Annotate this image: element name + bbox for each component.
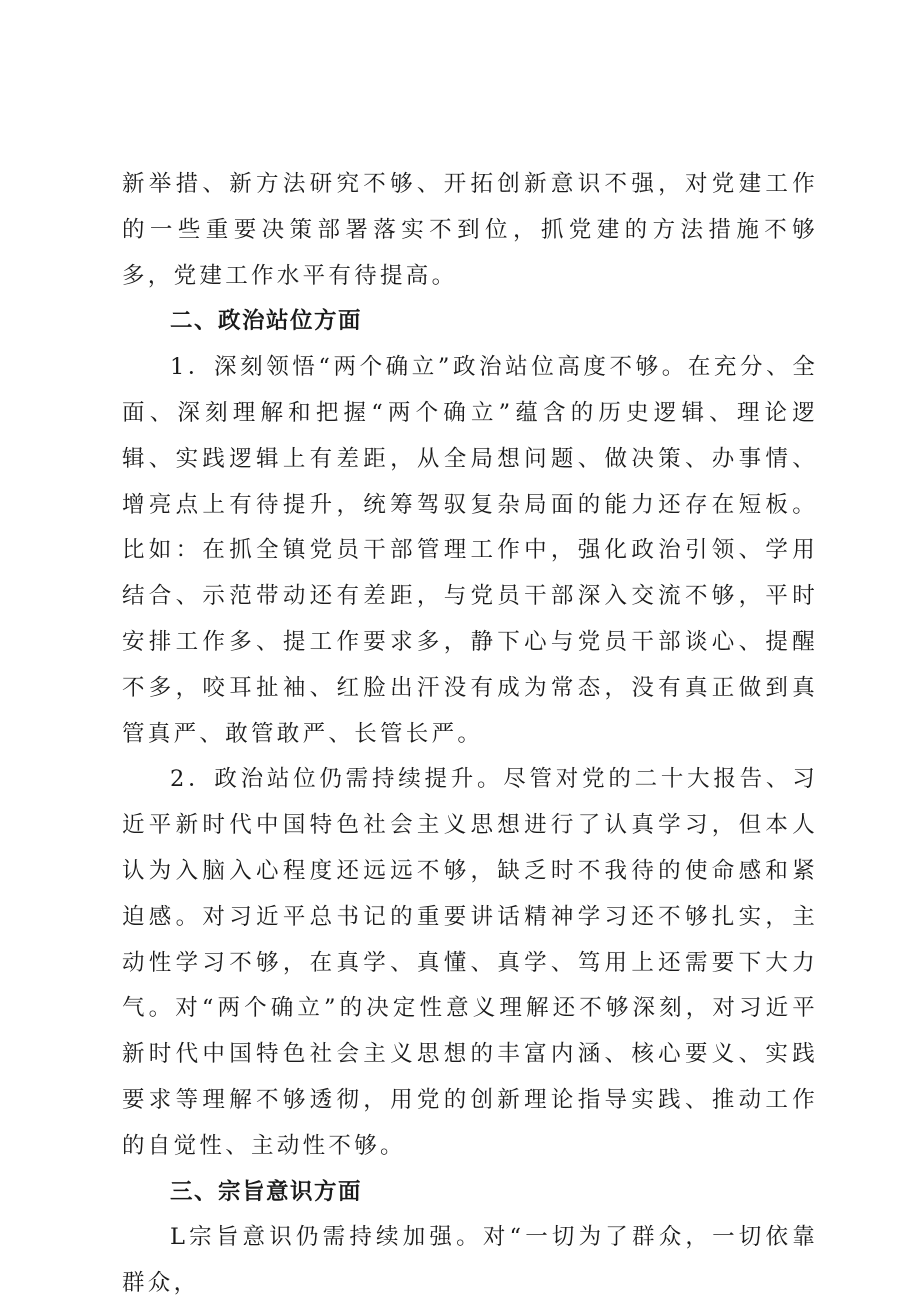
section-heading-political-stance: 二、政治站位方面 [170,308,363,335]
paragraph-purpose-item-1: L宗旨意识仍需持续加强。对“一切为了群众，一切依靠群众， [122,1224,818,1297]
paragraph-item-2: 2．政治站位仍需持续提升。尽管对党的二十大报告、习近平新时代中国特色社会主义思想进行了认真学习，但本人认为入脑入心程度还远远不够，缺乏时不我待的使命感和紧迫感。对习近平总书记的重要讲话精神学习还不够扎实，主动性学习不够，在真学、真懂、真学、笃用上还需要下大力气。对“两个确立”的决定性意义理解还不够深刻，对习近平新时代中国特色社会主义思想的丰富内涵、核心要义、实践要求等理解不够透彻，用党的创新理论指导实践、推动工作的自觉性、主动性不够。 [122,766,818,1159]
continuation-paragraph: 新举措、新方法研究不够、开拓创新意识不强，对党建工作的一些重要决策部署落实不到位，抓党建的方法措施不够多，党建工作水平有待提高。 [122,171,818,289]
section-heading-purpose-awareness: 三、宗旨意识方面 [170,1178,363,1205]
document-page [122,162,818,1307]
paragraph-item-1: 1．深刻领悟“两个确立”政治站位高度不够。在充分、全面、深刻理解和把握“两个确立”蕴含的历史逻辑、理论逻辑、实践逻辑上有差距，从全局想问题、做决策、办事情、增亮点上有待提升，统筹驾驭复杂局面的能力还存在短板。比如：在抓全镇党员干部管理工作中，强化政治引领、学用结合、示范带动还有差距，与党员干部深入交流不够，平时安排工作多、提工作要求多，静下心与党员干部谈心、提醒不多，咬耳扯袖、红脸出汗没有成为常态，没有真正做到真管真严、敢管敢严、长管长严。 [122,354,818,747]
